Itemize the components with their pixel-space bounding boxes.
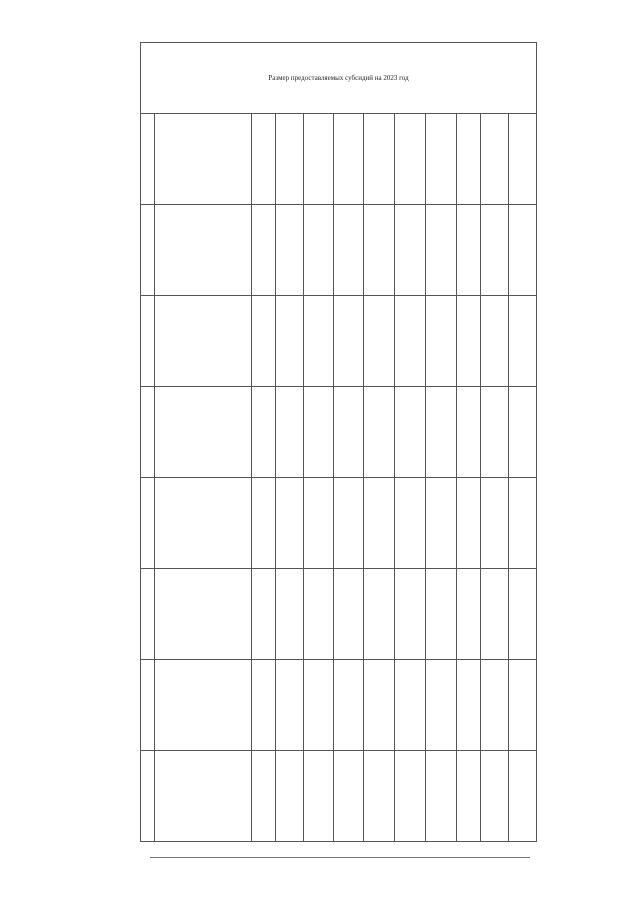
row-c3 — [252, 477, 276, 568]
row-c10 — [457, 204, 481, 295]
row-c12 — [509, 659, 537, 750]
row-id — [141, 659, 155, 750]
row-c10 — [457, 386, 481, 477]
row-c5 — [304, 295, 334, 386]
row-c4 — [276, 659, 304, 750]
row-c6 — [334, 113, 364, 204]
row-c3 — [252, 659, 276, 750]
row-c3 — [252, 204, 276, 295]
row-id — [141, 295, 155, 386]
row-c10 — [457, 477, 481, 568]
table-row — [141, 477, 537, 568]
row-c12 — [509, 295, 537, 386]
row-c3 — [252, 750, 276, 841]
row-c11 — [481, 750, 509, 841]
row-c11 — [481, 386, 509, 477]
row-c4 — [276, 295, 304, 386]
row-c9 — [426, 113, 457, 204]
row-c11 — [481, 659, 509, 750]
row-c9 — [426, 750, 457, 841]
row-c4 — [276, 386, 304, 477]
row-c4 — [276, 204, 304, 295]
row-c3 — [252, 113, 276, 204]
row-id — [141, 113, 155, 204]
row-c6 — [334, 659, 364, 750]
footer-rule — [150, 857, 530, 858]
row-c5 — [304, 659, 334, 750]
row-c5 — [304, 204, 334, 295]
row-c4 — [276, 568, 304, 659]
row-c6 — [334, 386, 364, 477]
row-c12 — [509, 113, 537, 204]
row-c4 — [276, 477, 304, 568]
row-name — [155, 750, 252, 841]
row-c5 — [304, 113, 334, 204]
table-row — [141, 113, 537, 204]
row-c9 — [426, 477, 457, 568]
table-row — [141, 295, 537, 386]
row-c5 — [304, 386, 334, 477]
row-id — [141, 750, 155, 841]
row-c7 — [364, 386, 395, 477]
table-row — [141, 659, 537, 750]
row-name — [155, 659, 252, 750]
row-c8 — [395, 477, 426, 568]
table-row — [141, 204, 537, 295]
row-c10 — [457, 750, 481, 841]
row-c7 — [364, 295, 395, 386]
row-name — [155, 204, 252, 295]
row-c6 — [334, 204, 364, 295]
row-c11 — [481, 295, 509, 386]
row-c9 — [426, 659, 457, 750]
row-c9 — [426, 295, 457, 386]
row-name — [155, 113, 252, 204]
table-row — [141, 386, 537, 477]
row-c8 — [395, 659, 426, 750]
row-c7 — [364, 113, 395, 204]
row-c11 — [481, 113, 509, 204]
row-c7 — [364, 477, 395, 568]
row-c10 — [457, 113, 481, 204]
row-c10 — [457, 295, 481, 386]
row-c8 — [395, 295, 426, 386]
row-c4 — [276, 750, 304, 841]
row-c6 — [334, 477, 364, 568]
row-c6 — [334, 568, 364, 659]
row-c6 — [334, 750, 364, 841]
row-name — [155, 295, 252, 386]
table-header-cell: Размер предоставляемых субсидий на 2023 год — [141, 43, 537, 114]
table-row — [141, 750, 537, 841]
table-header-row — [141, 43, 537, 114]
row-id — [141, 386, 155, 477]
row-c12 — [509, 750, 537, 841]
row-c12 — [509, 477, 537, 568]
subsidy-table-sheet — [140, 42, 516, 842]
row-c9 — [426, 386, 457, 477]
subsidy-table — [140, 42, 537, 842]
row-c11 — [481, 568, 509, 659]
row-id — [141, 477, 155, 568]
row-c5 — [304, 568, 334, 659]
row-id — [141, 568, 155, 659]
row-c11 — [481, 204, 509, 295]
row-c8 — [395, 568, 426, 659]
table-row — [141, 568, 537, 659]
row-c6 — [334, 295, 364, 386]
row-id — [141, 204, 155, 295]
row-c10 — [457, 568, 481, 659]
row-c3 — [252, 568, 276, 659]
row-c3 — [252, 295, 276, 386]
row-c7 — [364, 568, 395, 659]
row-c9 — [426, 568, 457, 659]
row-c10 — [457, 659, 481, 750]
row-c12 — [509, 568, 537, 659]
row-c12 — [509, 204, 537, 295]
row-c8 — [395, 204, 426, 295]
row-c4 — [276, 113, 304, 204]
row-c8 — [395, 386, 426, 477]
row-c7 — [364, 659, 395, 750]
row-name — [155, 386, 252, 477]
row-c5 — [304, 750, 334, 841]
row-name — [155, 568, 252, 659]
row-c11 — [481, 477, 509, 568]
row-c7 — [364, 204, 395, 295]
row-c7 — [364, 750, 395, 841]
row-c8 — [395, 750, 426, 841]
row-c12 — [509, 386, 537, 477]
row-c8 — [395, 113, 426, 204]
row-c9 — [426, 204, 457, 295]
row-c3 — [252, 386, 276, 477]
row-name — [155, 477, 252, 568]
row-c5 — [304, 477, 334, 568]
